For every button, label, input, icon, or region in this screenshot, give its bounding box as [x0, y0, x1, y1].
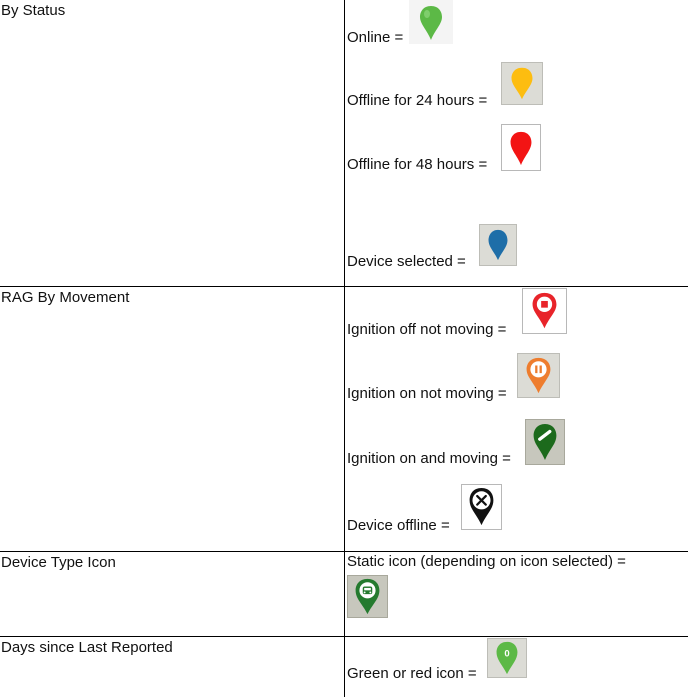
red-stop-pin-icon [522, 288, 567, 334]
legend-text-offline-48h: Offline for 48 hours = [347, 156, 488, 173]
green-pin-icon [409, 0, 453, 44]
days-count-badge: 0 [504, 648, 510, 660]
legend-text-static-icon: Static icon (depending on icon selected) = [347, 553, 626, 570]
row-label-days-since-last-reported: Days since Last Reported [1, 639, 173, 656]
row-label-by-status: By Status [1, 2, 66, 19]
legend-text-green-or-red: Green or red icon = [347, 665, 477, 682]
legend-text-device-selected: Device selected = [347, 253, 466, 270]
legend-text-ignition-off: Ignition off not moving = [347, 321, 507, 338]
row-divider [0, 286, 688, 287]
black-offline-pin-icon [461, 484, 502, 530]
row-label-rag-by-movement: RAG By Movement [1, 289, 130, 306]
row-label-device-type-icon: Device Type Icon [1, 554, 116, 571]
orange-pause-pin-icon [517, 353, 560, 398]
dark-green-moving-pin-icon [525, 419, 565, 465]
legend-text-offline-24h: Offline for 24 hours = [347, 92, 488, 109]
legend-text-ignition-on-moving: Ignition on and moving = [347, 450, 511, 467]
row-divider [0, 636, 688, 637]
yellow-pin-icon [501, 62, 543, 105]
column-divider [344, 0, 345, 697]
row-divider [0, 551, 688, 552]
green-zero-days-pin-icon [487, 638, 527, 678]
red-pin-icon [501, 124, 541, 171]
legend-text-ignition-on-not-moving: Ignition on not moving = [347, 385, 507, 402]
legend-text-device-offline: Device offline = [347, 517, 450, 534]
blue-pin-icon [479, 224, 517, 266]
legend-text-online: Online = [347, 29, 404, 46]
green-vehicle-pin-icon [347, 575, 388, 618]
